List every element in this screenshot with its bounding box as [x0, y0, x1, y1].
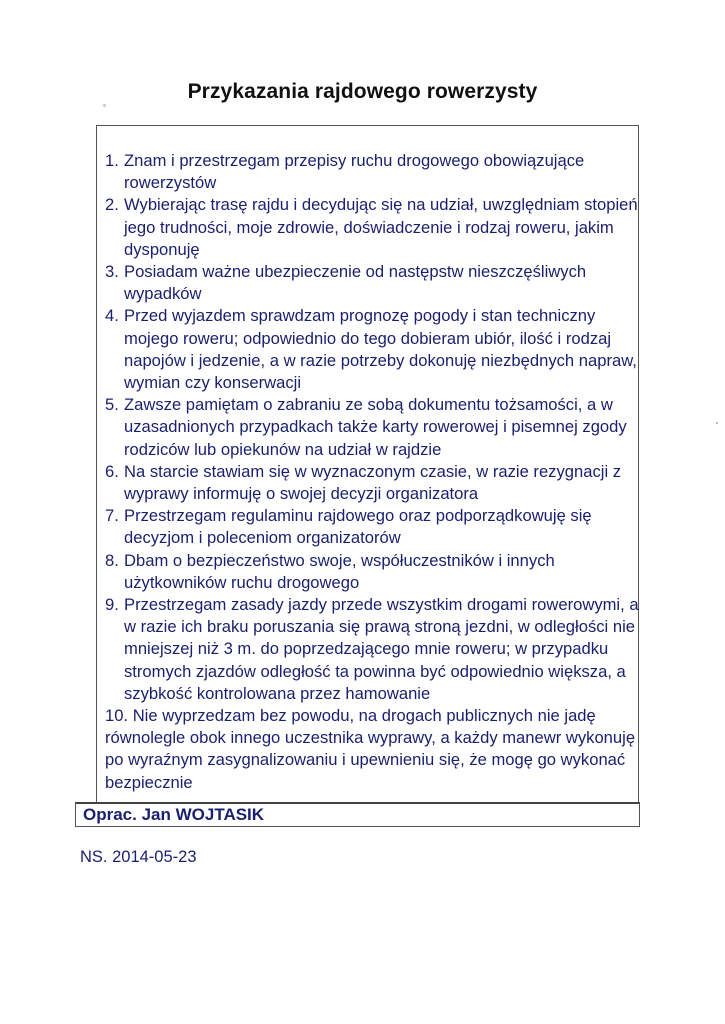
rule-number: 1. — [105, 151, 119, 170]
rule-item-8 — [105, 550, 640, 594]
rule-item-6 — [105, 461, 640, 505]
rule-item-4 — [105, 305, 640, 394]
rule-item-7 — [105, 505, 640, 549]
scan-speck — [716, 422, 718, 424]
rule-number: 2. — [105, 195, 119, 215]
rule-text: Wybierając trasę rajdu i decydując się na udział, uwzględniam stopień jego trudności, moje zdrowie, doświadczenie i rodzaj roweru, jakim dysponuję — [124, 195, 638, 259]
rule-text: Dbam o bezpieczeństwo swoje, współuczestników i innych użytkowników ruchu drogowego — [124, 550, 555, 592]
document-title: Przykazania rajdowego rowerzysty — [187, 80, 538, 103]
rule-text: Zawsze pamiętam o zabraniu ze sobą dokumentu tożsamości, a w uzasadnionych przypadkach także karty rowerowej i pisemnej zgody rodziców lub opiekunów na udział w rajdzie — [124, 395, 627, 459]
rule-text: Posiadam ważne ubezpieczenie od następstw nieszczęśliwych wypadków — [124, 262, 587, 304]
rule-item-10 — [105, 705, 640, 794]
rules-list — [105, 150, 640, 794]
rule-item-9 — [105, 594, 640, 705]
rule-item-5 — [105, 394, 640, 461]
rule-text: Znam i przestrzegam przepisy ruchu drogowego obowiązujące rowerzystów — [124, 151, 585, 193]
rule-number: 10. — [105, 706, 129, 726]
rule-item-2 — [105, 194, 640, 261]
rule-number: 3. — [105, 262, 119, 282]
rule-number: 8. — [105, 550, 119, 570]
date-note: NS. 2014-05-23 — [80, 848, 197, 866]
rule-text: Na starcie stawiam się w wyznaczonym czasie, w razie rezygnacji z wyprawy informuję o swojej decyzji organizatora — [124, 461, 622, 504]
author-credit: Oprac. Jan WOJTASIK — [83, 805, 265, 824]
rule-number: 4. — [105, 306, 119, 326]
scan-speck — [103, 104, 106, 107]
rule-text: Przed wyjazdem sprawdzam prognozę pogody i stan techniczny mojego roweru; odpowiednio do tego dobieram ubiór, ilość i rodzaj napojów i jedzenie, a w razie potrzeby dokonuję niezbędnych napraw, wymian czy konserwacji — [124, 306, 637, 393]
rule-text: Przestrzegam zasady jazdy przede wszystkim drogami rowerowymi, a w razie ich braku poruszania się prawą stroną jezdni, w odległości nie mniejszej niż 3 m. do poprzedzającego mnie roweru; w przypadku stromych zjazdów odległość ta powinna być odpowiednio większa, a szybkość kontrolowana przez hamowanie — [124, 595, 639, 703]
rule-number: 5. — [105, 395, 119, 415]
rule-item-3 — [105, 261, 640, 305]
rule-item-1 — [105, 150, 640, 194]
rule-number: 7. — [105, 506, 119, 526]
author-box — [75, 802, 640, 827]
rule-text: Przestrzegam regulaminu rajdowego oraz podporządkowuję się decyzjom i poleceniom organizatorów — [124, 506, 592, 548]
rule-number: 6. — [105, 461, 119, 481]
rule-text: Nie wyprzedzam bez powodu, na drogach publicznych nie jadę równolegle obok innego uczestnika wyprawy, a każdy manewr wykonuję po wyraźnym zasygnalizowaniu i upewnieniu się, że mogę go wykonać bezpiecznie — [105, 706, 636, 792]
rule-number: 9. — [105, 595, 119, 615]
